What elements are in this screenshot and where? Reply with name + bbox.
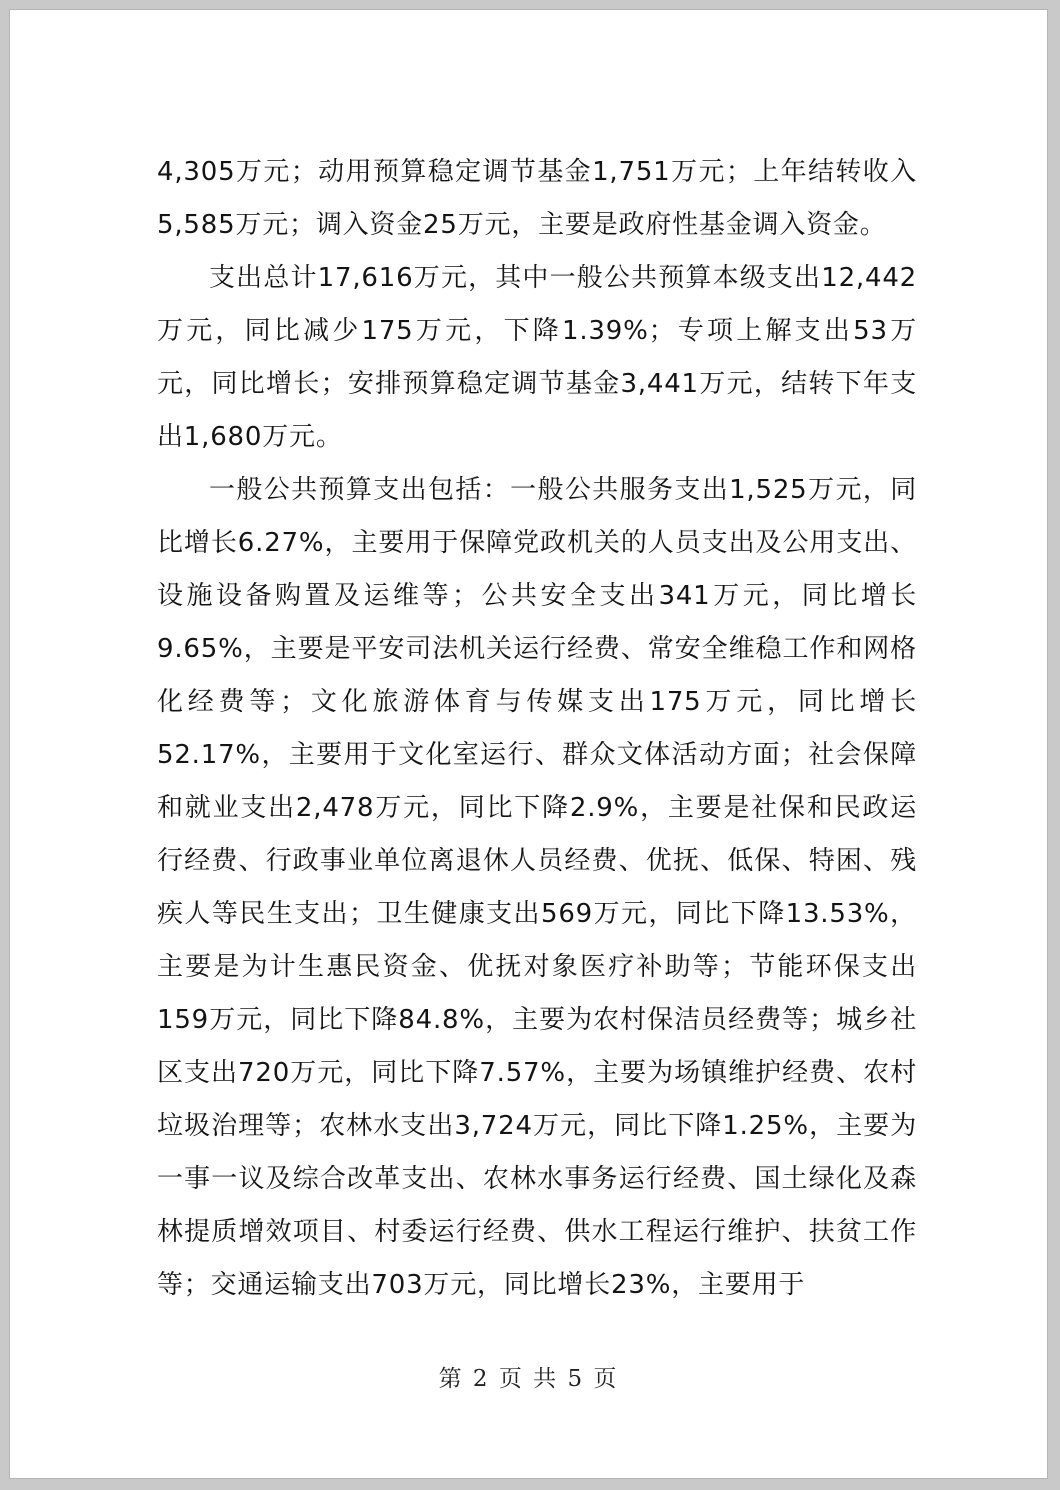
paragraph-income-continued: 4,305万元；动用预算稳定调节基金1,751万元；上年结转收入5,585万元；调入资金25万元，主要是政府性基金调入资金。 [157, 157, 917, 240]
document-page [9, 9, 1048, 1479]
paragraph-expenditure-breakdown: 一般公共预算支出包括：一般公共服务支出1,525万元，同比增长6.27%，主要用于保障党政机关的人员支出及公用支出、设施设备购置及运维等；公共安全支出341万元，同比增长9.65%，主要是平安司法机关运行经费、常安全维稳工作和网格化经费等；文化旅游体育与传媒支出175万元，同比增长52.17%，主要用于文化室运行、群众文体活动方面；社会保障和就业支出2,478万元，同比下降2.9%，主要是社保和民政运行经费、行政事业单位离退休人员经费、优抚、低保、特困、残疾人等民生支出；卫生健康支出569万元，同比下降13.53%，主要是为计生惠民资金、优抚对象医疗补助等；节能环保支出159万元，同比下降84.8%，主要为农村保洁员经费等；城乡社区支出720万元，同比下降7.57%，主要为场镇维护经费、农村垃圾治理等；农林水支出3,724万元，同比下降1.25%，主要为一事一议及综合改革支出、农林水事务运行经费、国土绿化及森林提质增效项目、村委运行经费、供水工程运行维护、扶贫工作等；交通运输支出703万元，同比增长23%，主要用于 [157, 475, 917, 1300]
page-number-footer: 第 2 页 共 5 页 [438, 1366, 619, 1392]
document-body [157, 146, 917, 1312]
paragraph-expenditure-total: 支出总计17,616万元，其中一般公共预算本级支出12,442万元，同比减少175万元，下降1.39%；专项上解支出53万元，同比增长；安排预算稳定调节基金3,441万元，结转下年支出1,680万元。 [157, 263, 917, 452]
